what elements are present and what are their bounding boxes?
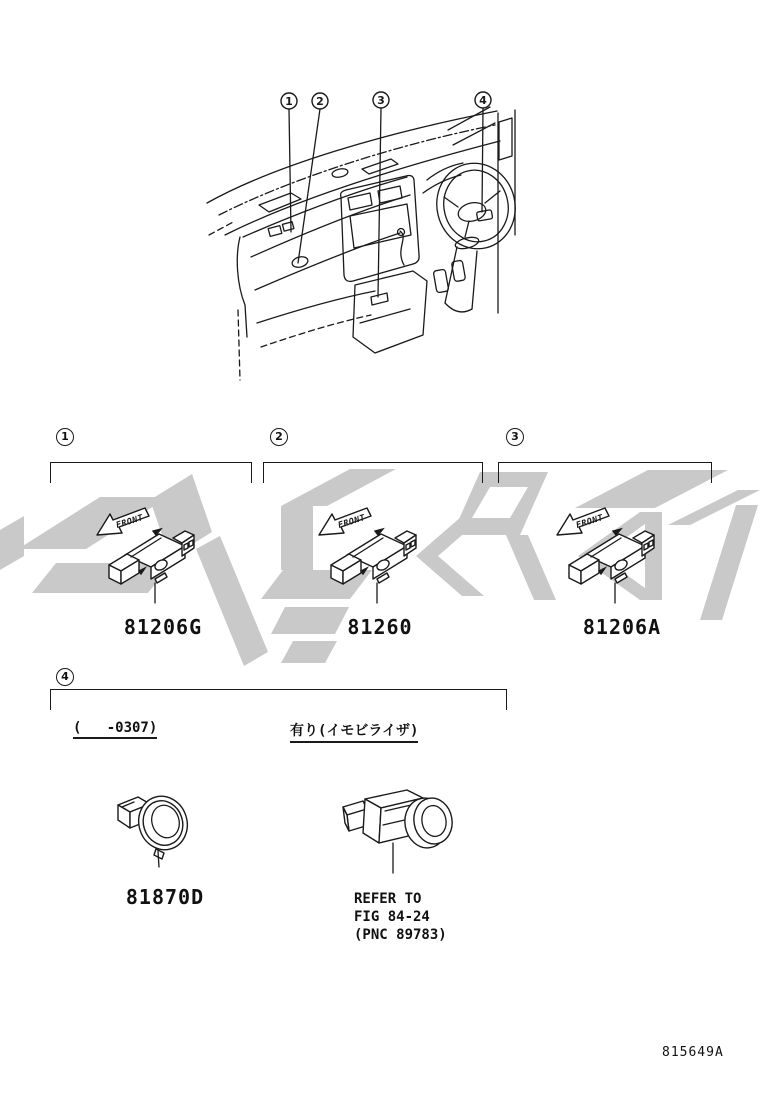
section-2-bracket <box>263 462 483 483</box>
section-4-bracket <box>50 689 507 710</box>
front-label: FRONT <box>336 513 367 531</box>
refer-note-line-1: REFER TO <box>354 891 422 907</box>
connector-part <box>331 529 416 584</box>
section-4-callout-circle: 4 <box>56 668 74 686</box>
part-number-81260: 81260 <box>347 615 413 639</box>
refer-note-line-2: FIG 84-24 <box>354 909 430 925</box>
callout-2 <box>312 93 328 109</box>
section-2-callout-circle: 2 <box>270 428 288 446</box>
callout-2-number: 2 <box>316 95 324 108</box>
dashboard-sketch <box>207 107 524 380</box>
part-81870D-drawing <box>108 783 203 868</box>
refer-note-line-3: (PNC 89783) <box>354 927 447 943</box>
section-1-bracket <box>50 462 252 483</box>
section-2-connector-drawing <box>317 505 427 605</box>
section-1-connector-drawing <box>95 505 205 605</box>
dashboard-diagram <box>195 85 535 397</box>
part-number-81870D: 81870D <box>125 885 205 909</box>
section-3 <box>490 425 720 640</box>
refer-note <box>354 890 447 944</box>
section-1-callout-circle: 1 <box>56 428 74 446</box>
callout-4-number: 4 <box>479 94 487 107</box>
section-3-connector-drawing <box>555 505 665 605</box>
section-4 <box>40 665 530 965</box>
section-3-callout-circle: 3 <box>506 428 524 446</box>
part-number-81206G: 81206G <box>123 615 203 639</box>
section-2 <box>255 425 485 640</box>
callout-1-number: 1 <box>285 95 293 108</box>
grommet-part <box>118 790 194 859</box>
front-label: FRONT <box>114 513 145 531</box>
variant-b-label: 有り(イモビライザ) <box>290 720 418 743</box>
connector-part <box>109 529 194 584</box>
front-label: FRONT <box>574 513 605 531</box>
section-1 <box>40 425 255 640</box>
callout-4 <box>475 92 491 108</box>
variant-a-label: ( -0307) <box>73 720 157 739</box>
callout-3-number: 3 <box>377 94 385 107</box>
ignition-switch-part <box>343 790 456 851</box>
callout-3 <box>373 92 389 108</box>
part-number-81206A: 81206A <box>582 615 662 639</box>
connector-part <box>569 529 654 584</box>
doc-code: 815649A <box>662 1045 724 1060</box>
callout-1 <box>281 93 297 109</box>
section-3-bracket <box>498 462 712 483</box>
ignition-switch-drawing <box>331 783 461 878</box>
